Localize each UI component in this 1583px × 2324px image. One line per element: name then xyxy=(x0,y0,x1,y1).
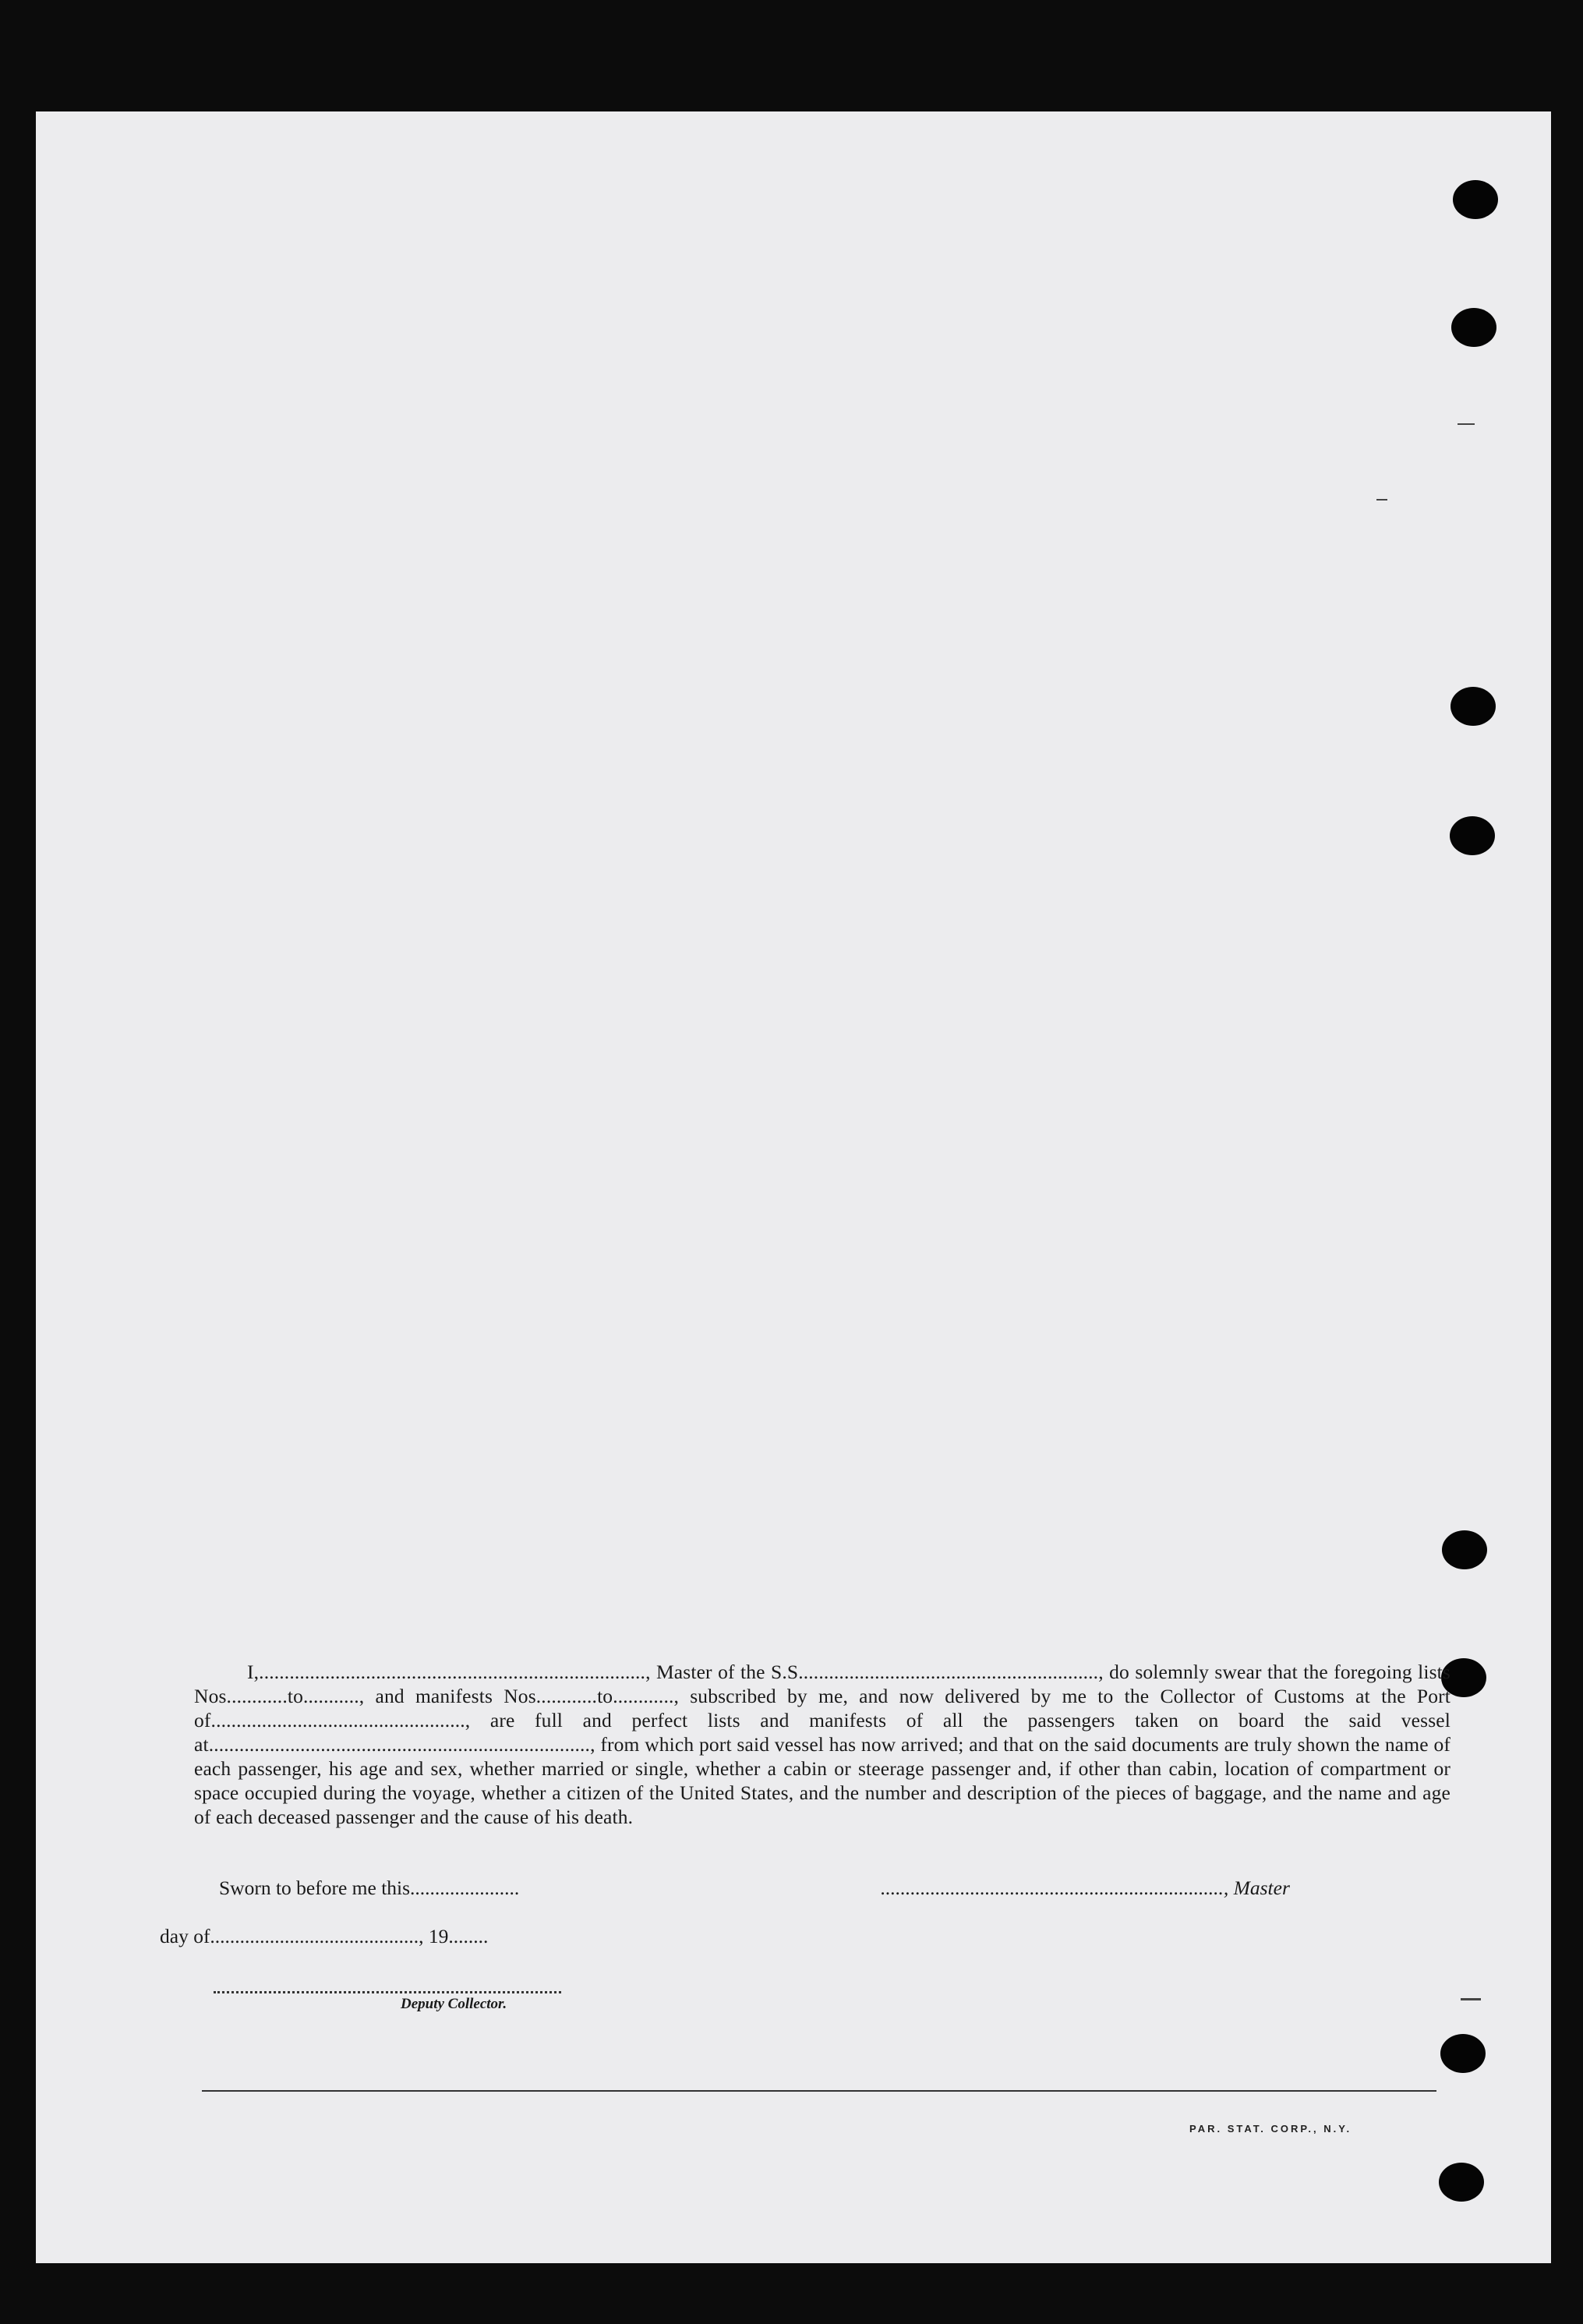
deputy-collector-label: Deputy Collector. xyxy=(401,1996,507,2012)
punch-hole xyxy=(1453,180,1498,219)
printer-imprint: PAR. STAT. CORP., N.Y. xyxy=(1189,2123,1352,2135)
sworn-before-line: Sworn to before me this...................... xyxy=(219,1877,520,1899)
manifest-page xyxy=(36,111,1551,2263)
deputy-collector-signature-line xyxy=(214,1991,561,1993)
scan-mark xyxy=(1458,423,1475,425)
master-signature-text: ....................................................................., Master xyxy=(881,1877,1290,1899)
punch-hole xyxy=(1440,2034,1486,2073)
master-oath-paragraph xyxy=(194,1660,1450,1829)
oath-text: I,............................................................................, Master of the S.S..........................................................., do solemnly swear that the foregoing lists Nos............to..........., and manifests Nos............to............, subscribed by me, and now delivered by me to the Collector of Customs at the Port of.................................................., are full and perfect lists and manifests of all the passengers taken on board the said vessel at..........................................................................., from which port said vessel has now arrived; and that on the said documents are truly shown the name of each passenger, his age and sex, whether married or single, whether a cabin or steerage passenger and, if other than cabin, location of compartment or space occupied during the voyage, whether a citizen of the United States, and the number and description of the pieces of baggage, and the name and age of each deceased passenger and the cause of his death. xyxy=(194,1661,1450,1828)
bottom-rule xyxy=(202,2090,1436,2092)
punch-hole xyxy=(1450,816,1495,855)
scan-mark xyxy=(1376,499,1387,501)
punch-hole xyxy=(1442,1530,1487,1569)
punch-hole xyxy=(1451,308,1496,347)
punch-hole xyxy=(1450,687,1496,726)
punch-hole xyxy=(1439,2163,1484,2202)
master-signature-line xyxy=(881,1877,1290,1900)
day-of-line: day of.........................................., 19........ xyxy=(160,1925,489,1947)
scan-mark xyxy=(1461,1998,1481,2000)
